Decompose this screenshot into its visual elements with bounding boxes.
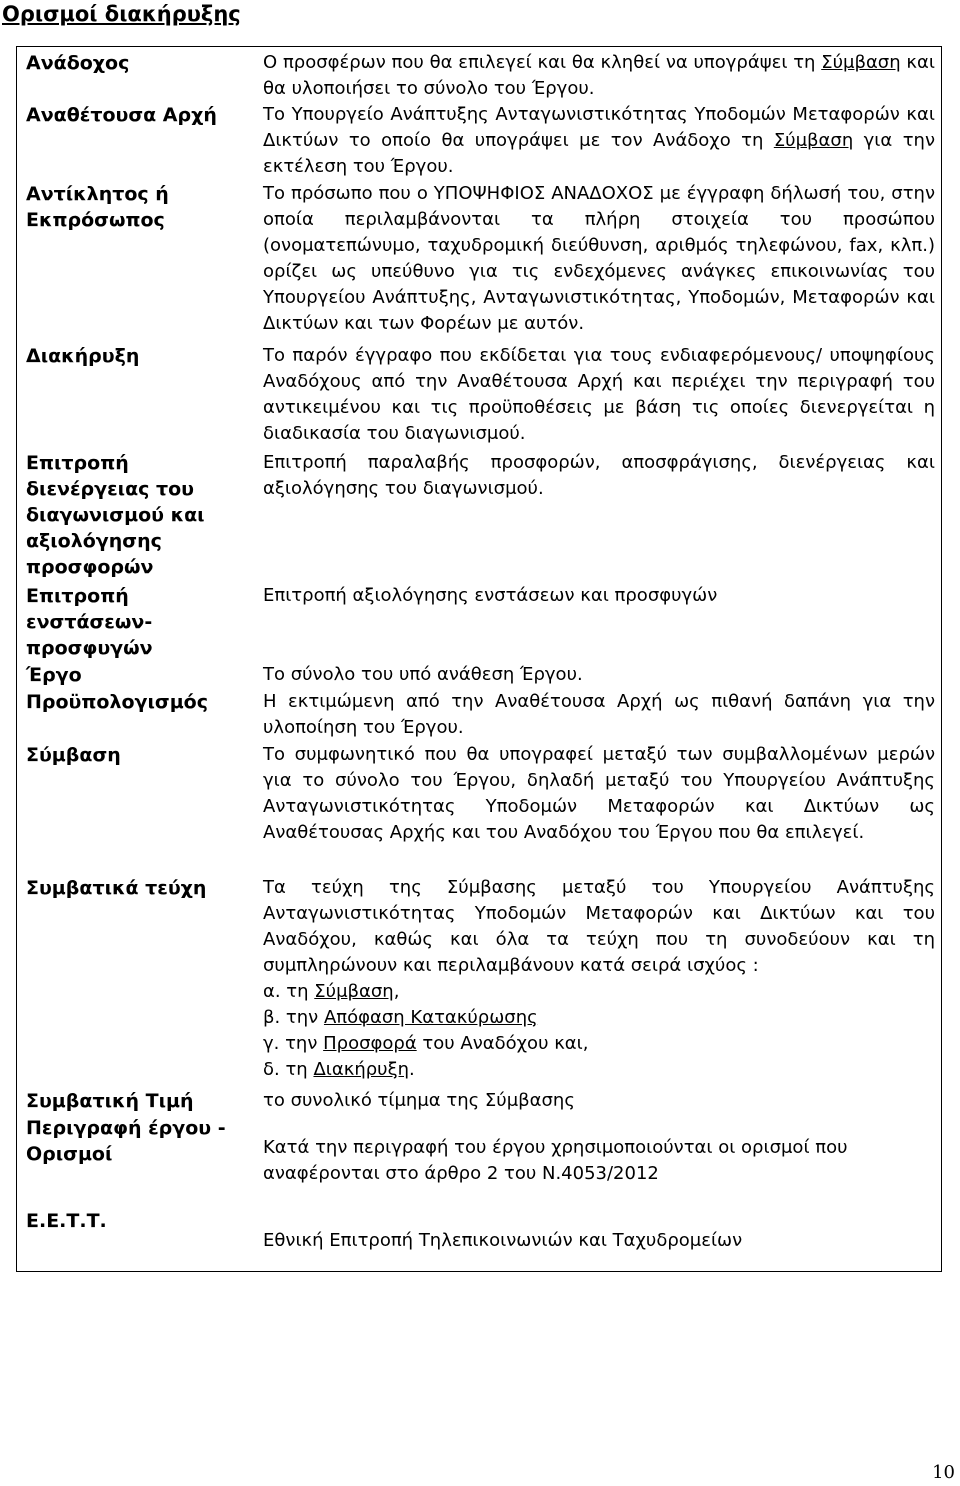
term-label: Επιτροπή ενστάσεων-προσφυγών xyxy=(26,585,153,659)
list-item xyxy=(263,1031,935,1057)
term-label: Περιγραφή έργου - Ορισμοί xyxy=(26,1117,226,1165)
term-label: Ανάδοχος xyxy=(26,52,130,74)
term-definition: Το σύνολο του υπό ανάθεση Έργου. xyxy=(263,664,583,685)
term-definition: Το συμφωνητικό που θα υπογραφεί μεταξύ των συμβαλλομένων μερών για το σύνολο του Έργου, δηλαδή μεταξύ του Υπουργείου Ανάπτυξης Ανταγωνιστικότητας Υποδομών Μεταφορών και Δικτύων ως Αναθέτουσας Αρχής και του Αναδόχου του Έργου που θα επιλεγεί. xyxy=(263,744,935,843)
term-definition xyxy=(263,102,935,180)
term-label: Προϋπολογισμός xyxy=(26,691,208,713)
list-item xyxy=(263,1057,935,1083)
term-definition xyxy=(263,875,935,1083)
term-definition: Η εκτιμώμενη από την Αναθέτουσα Αρχή ως πιθανή δαπάνη για την υλοποίηση του Έργου. xyxy=(263,691,935,738)
list-suffix: του Αναδόχου και, xyxy=(416,1033,589,1054)
term-label: Ε.Ε.Τ.Τ. xyxy=(26,1210,107,1232)
list-link: Σύμβαση xyxy=(314,981,394,1002)
term-label: Συμβατικά τεύχη xyxy=(26,877,207,899)
term-definition: Κατά την περιγραφή του έργου χρησιμοποιούνται οι ορισμοί που αναφέρονται στο άρθρο 2 του Ν.4053/2012 xyxy=(263,1137,848,1184)
term-definition: Το παρόν έγγραφο που εκδίδεται για τους ενδιαφερόμενους/ υποψηφίους Αναδόχους από την Αναθέτουσα Αρχή και περιέχει την περιγραφή του αντικειμένου και τις προϋποθέσεις με βάση τις οποίες διενεργείται η διαδικασία του διαγωνισμού. xyxy=(263,345,935,444)
list-prefix: α. τη xyxy=(263,981,315,1002)
term-label: Συμβατική Τιμή xyxy=(26,1090,194,1112)
list-link: Διακήρυξη xyxy=(313,1059,410,1080)
list-item xyxy=(263,1005,935,1031)
definition-link: Σύμβαση xyxy=(773,130,854,151)
term-definition: Εθνική Επιτροπή Τηλεπικοινωνιών και Ταχυδρομείων xyxy=(263,1230,743,1251)
term-label: Αναθέτουσα Αρχή xyxy=(26,104,217,126)
definition-text: Τα τεύχη της Σύμβασης μεταξύ του Υπουργείου Ανάπτυξης Ανταγωνιστικότητας Υποδομών Μεταφορών και Δικτύων και του Αναδόχου, καθώς και όλα τα τεύχη που τη συνοδεύουν και τη συμπληρώνουν και περιλαμβάνουν κατά σειρά ισχύος : xyxy=(263,877,935,976)
definition-text: για την εκτέλεση του Έργου. xyxy=(263,130,935,177)
list-link: Απόφαση Κατακύρωσης xyxy=(323,1007,538,1028)
definition-link: Σύμβαση xyxy=(821,52,901,73)
term-definition: Επιτροπή αξιολόγησης ενστάσεων και προσφυγών xyxy=(263,585,718,606)
definition-text: Ο προσφέρων που θα επιλεγεί και θα κληθεί να υπογράψει τη xyxy=(263,52,822,73)
term-label: Σύμβαση xyxy=(26,744,121,766)
list-suffix: , xyxy=(393,981,400,1002)
page-title: Ορισμοί διακήρυξης xyxy=(2,2,241,26)
definition-text: και θα υλοποιήσει το σύνολο του Έργου. xyxy=(263,52,935,99)
list-prefix: β. την xyxy=(263,1007,324,1028)
term-label: Έργο xyxy=(26,664,82,686)
list-item xyxy=(263,979,935,1005)
term-label: Διακήρυξη xyxy=(26,345,140,367)
list-link: Προσφορά xyxy=(323,1033,417,1054)
term-definition: Επιτροπή παραλαβής προσφορών, αποσφράγισης, διενέργειας και αξιολόγησης του διαγωνισμού. xyxy=(263,452,935,499)
term-definition xyxy=(263,50,935,102)
page-number: 10 xyxy=(932,1462,955,1483)
term-label: Αντίκλητος ή Εκπρόσωπος xyxy=(26,183,169,231)
term-definition: το συνολικό τίμημα της Σύμβασης xyxy=(263,1090,575,1111)
definition-text: Το Υπουργείο Ανάπτυξης Ανταγωνιστικότητας Υποδομών Μεταφορών και Δικτύων το οποίο θα υπογράψει με τον Ανάδοχο τη xyxy=(263,104,935,151)
list-suffix: . xyxy=(409,1059,415,1080)
list-prefix: δ. τη xyxy=(263,1059,314,1080)
term-definition: Το πρόσωπο που ο ΥΠΟΨΗΦΙΟΣ ΑΝΑΔΟΧΟΣ με έγγραφη δήλωσή του, στην οποία περιλαμβάνονται τα πλήρη στοιχεία του προσώπου (ονοματεπώνυμο, ταχυδρομική διεύθυνση, αριθμός τηλεφώνου, fax, κλπ.) ορίζει ως υπεύθυνο για τις ενδεχόμενες ανάγκες επικοινωνίας του Υπουργείου Ανάπτυξης, Ανταγωνιστικότητας, Υποδομών, Μεταφορών και Δικτύων και των Φορέων με αυτόν. xyxy=(263,183,935,334)
term-label: Επιτροπή διενέργειας του διαγωνισμού και αξιολόγησης προσφορών xyxy=(26,452,205,578)
list-prefix: γ. την xyxy=(263,1033,324,1054)
